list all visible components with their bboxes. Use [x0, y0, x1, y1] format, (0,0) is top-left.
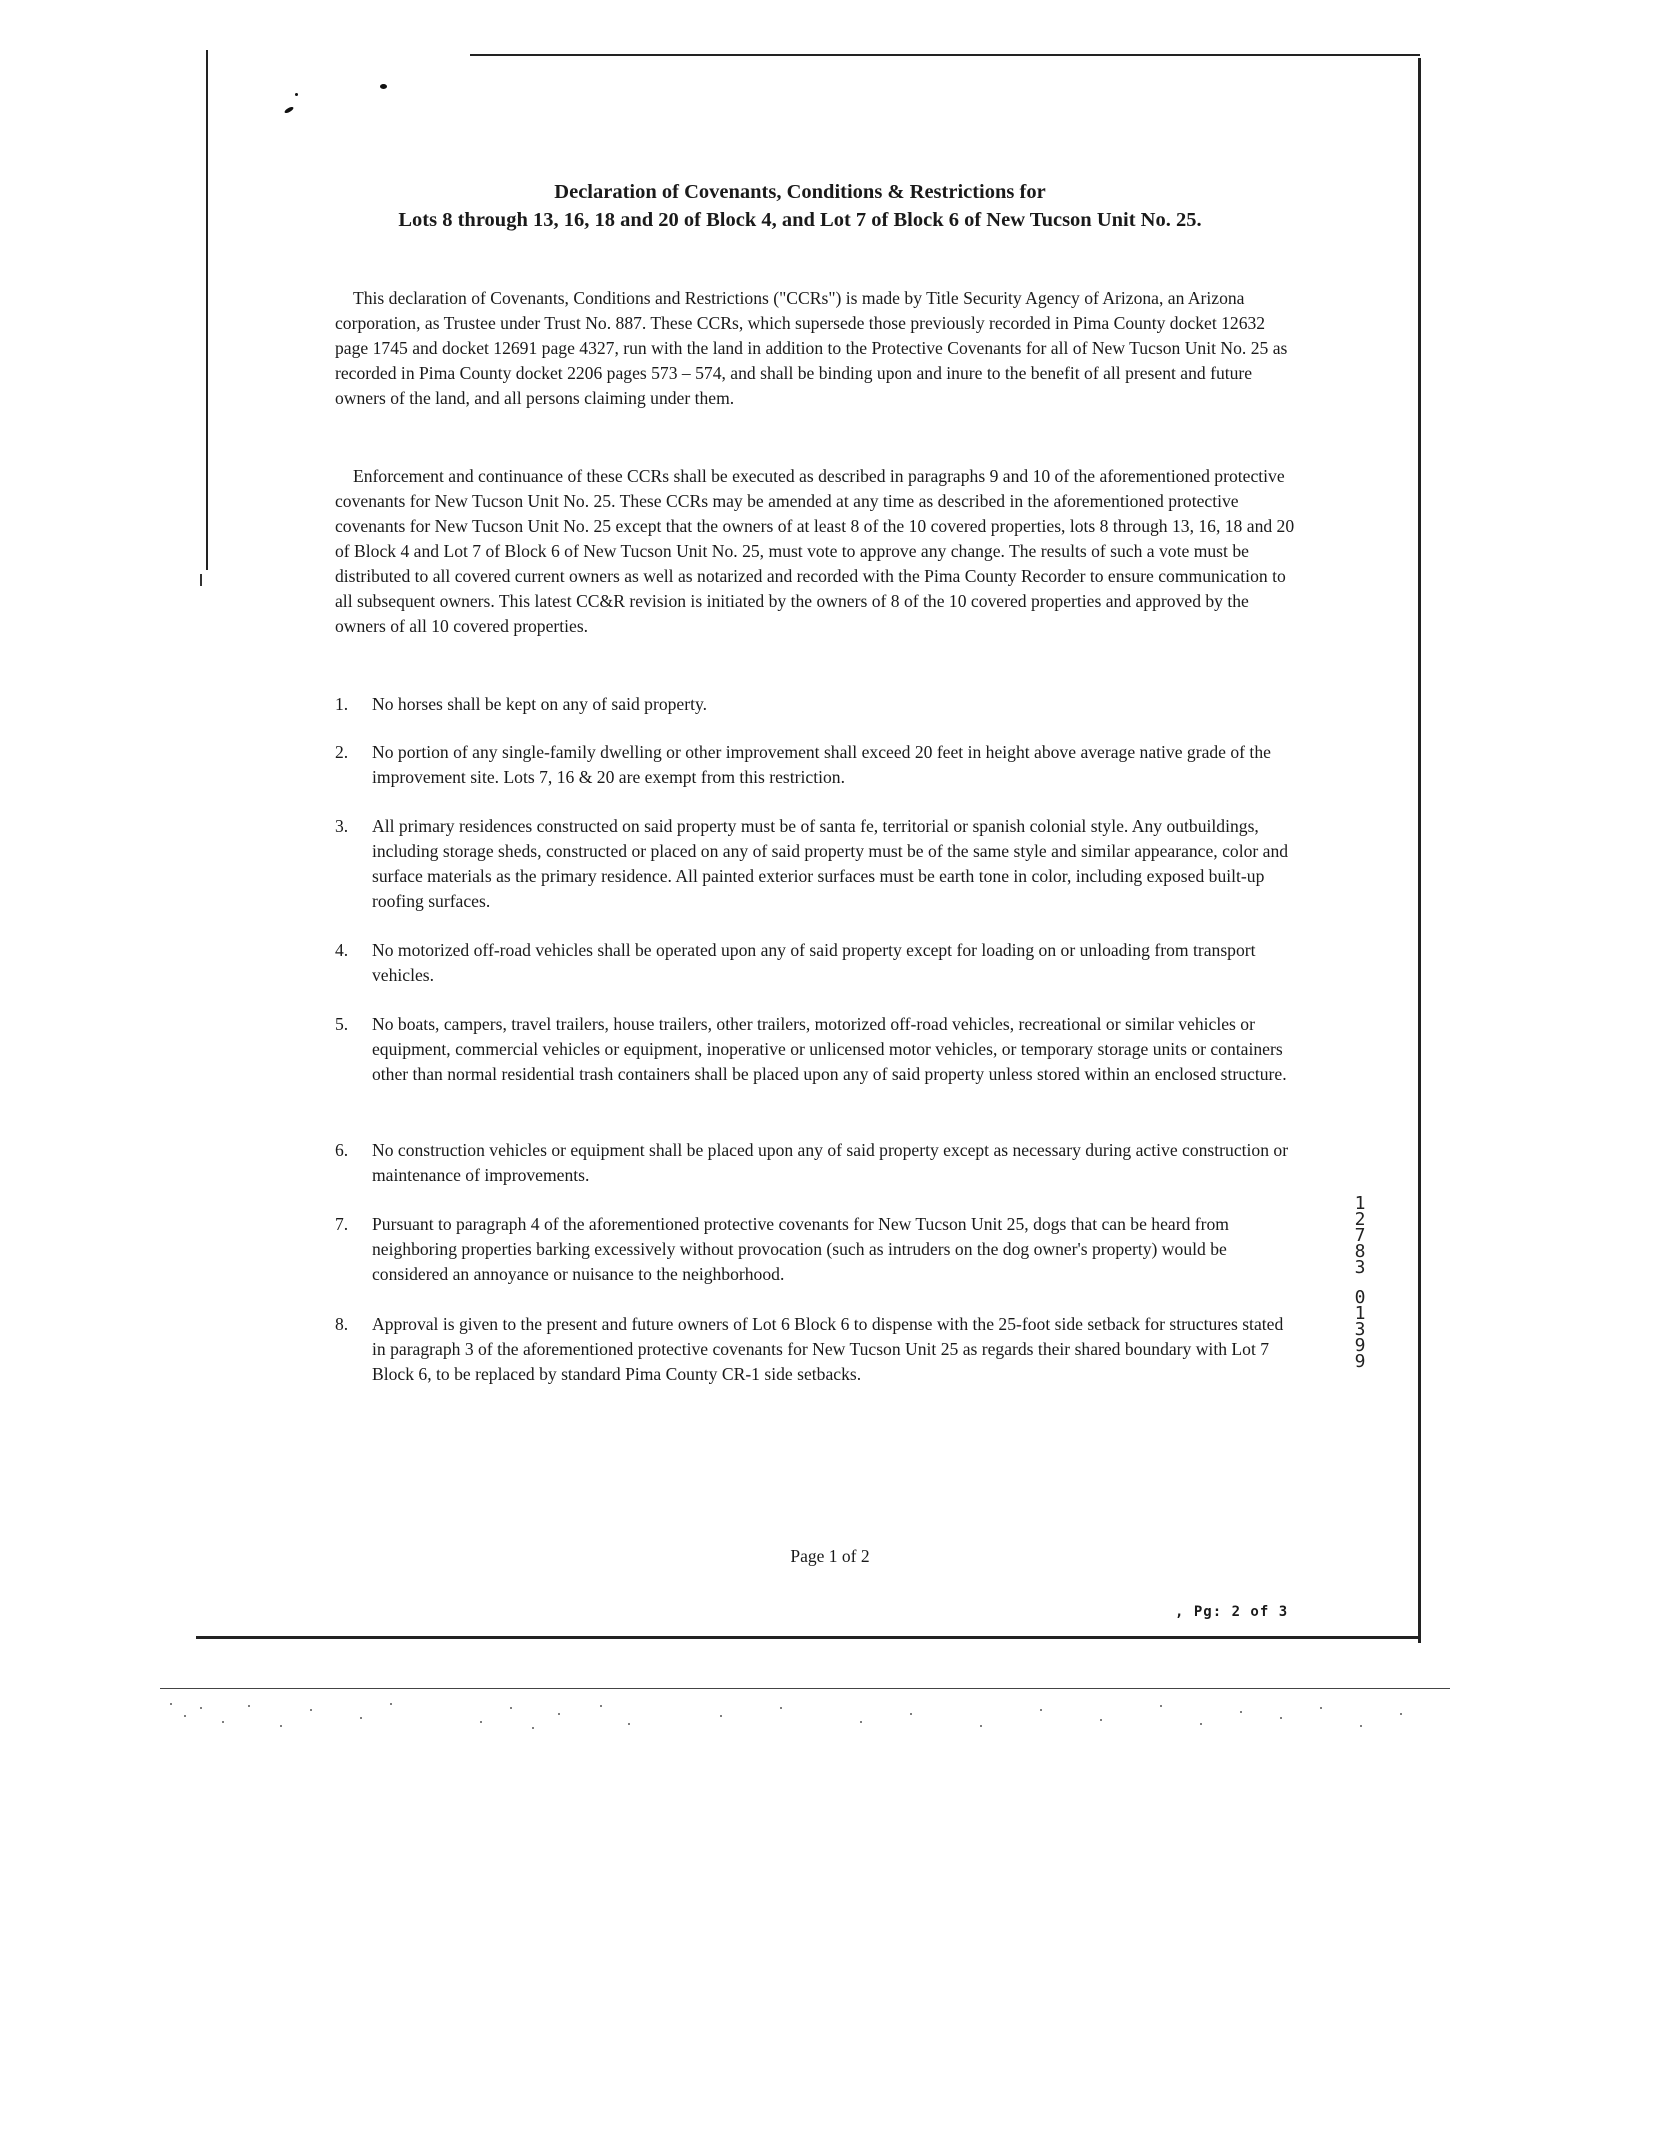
restriction-item [335, 938, 1295, 988]
stamp-digit: 2 [1354, 1209, 1366, 1230]
left-border-line [206, 50, 208, 570]
title-line-2: Lots 8 through 13, 16, 18 and 20 of Block 4, and Lot 7 of Block 6 of New Tucson Unit No. 25. [398, 209, 1202, 231]
item-number: 3. [335, 816, 349, 836]
item-text: No portion of any single-family dwelling or other improvement shall exceed 20 feet in height above average native grade of the improvement site. Lots 7, 16 & 20 are exempt from this restriction. [372, 742, 1271, 787]
title-line-1: Declaration of Covenants, Conditions & Restrictions for [554, 181, 1046, 203]
scan-speck [295, 93, 298, 96]
restriction-item [335, 1138, 1295, 1188]
item-text: Pursuant to paragraph 4 of the aforementioned protective covenants for New Tucson Unit 25, dogs that can be heard from neighboring properties barking excessively without provocation (such as intruders on the dog owner's property) would be considered an annoyance or nuisance to the neighborhood. [372, 1214, 1229, 1284]
fax-page-footer: , Pg: 2 of 3 [1175, 1604, 1289, 1620]
restriction-item [335, 692, 1295, 717]
item-text: No boats, campers, travel trailers, house trailers, other trailers, motorized off-road vehicles, recreational or similar vehicles or equipment, commercial vehicles or equipment, inoperative or unlicensed motor vehicles, or temporary storage units or containers other than normal residential trash containers shall be placed upon any of said property unless stored within an enclosed structure. [372, 1014, 1287, 1084]
item-number: 4. [335, 940, 349, 960]
stamp-digit: 9 [1354, 1335, 1366, 1356]
item-number: 8. [335, 1314, 349, 1334]
scan-tick-mark [200, 574, 202, 586]
fax-noise-strip [160, 1695, 1450, 1745]
stamp-digit: 3 [1354, 1319, 1366, 1340]
item-text: All primary residences constructed on said property must be of santa fe, territorial or spanish colonial style. Any outbuildings, including storage sheds, constructed or placed on any of said property must be of the same style and similar appearance, color and surface materials as the primary residence. All painted exterior surfaces must be earth tone in color, including exposed built-up roofing surfaces. [372, 816, 1289, 911]
scan-speck [380, 84, 387, 89]
restriction-item [335, 740, 1295, 790]
intro-paragraph: This declaration of Covenants, Conditions and Restrictions ("CCRs") is made by Title Security Agency of Arizona, an Arizona corporation, as Trustee under Trust No. 887. These CCRs, which supersede those previously recorded in Pima County docket 12632 page 1745 and docket 12691 page 4327, run with the land in addition to the Protective Covenants for all of New Tucson Unit No. 25 as recorded in Pima County docket 2206 pages 573 – 574, and shall be binding upon and inure to the benefit of all present and future owners of the land, and all persons claiming under them. [335, 288, 1288, 408]
item-text: No horses shall be kept on any of said property. [372, 694, 708, 714]
right-border-line [1418, 58, 1421, 1643]
bottom-border-line [196, 1636, 1420, 1639]
document-title [280, 178, 1320, 234]
item-text: No construction vehicles or equipment shall be placed upon any of said property except as necessary during active construction or maintenance of improvements. [372, 1140, 1289, 1185]
page-number: Page 1 of 2 [790, 1546, 870, 1566]
item-number: 1. [335, 694, 349, 714]
item-text: No motorized off-road vehicles shall be operated upon any of said property except for loading on or unloading from transport vehicles. [372, 940, 1256, 985]
recorder-stamp [1348, 1193, 1372, 1372]
item-number: 7. [335, 1214, 349, 1234]
top-border-line [470, 54, 1420, 56]
stamp-digit: 1 [1354, 1303, 1366, 1324]
stamp-digit: 1 [1354, 1193, 1366, 1214]
stamp-digit: 7 [1354, 1225, 1366, 1246]
restriction-item [335, 1012, 1295, 1087]
enforcement-paragraph: Enforcement and continuance of these CCRs shall be executed as described in paragraphs 9 and 10 of the aforementioned protective covenants for New Tucson Unit No. 25. These CCRs may be amended at any time as described in the aforementioned protective covenants for New Tucson Unit No. 25 except that the owners of at least 8 of the 10 covered properties, lots 8 through 13, 16, 18 and 20 of Block 4 and Lot 7 of Block 6 of New Tucson Unit No. 25, must vote to approve any change. The results of such a vote must be distributed to all covered current owners as well as notarized and recorded with the Pima County Recorder to ensure communication to all subsequent owners. This latest CC&R revision is initiated by the owners of 8 of the 10 covered properties and approved by the owners of all 10 covered properties. [335, 466, 1295, 636]
restriction-item [335, 814, 1295, 914]
item-number: 5. [335, 1014, 349, 1034]
stamp-digit: 0 [1354, 1287, 1366, 1308]
stamp-digit: 9 [1354, 1351, 1366, 1372]
stamp-digit: 3 [1354, 1257, 1366, 1278]
restriction-item [335, 1312, 1295, 1387]
item-text: Approval is given to the present and future owners of Lot 6 Block 6 to dispense with the 25-foot side setback for structures stated in paragraph 3 of the aforementioned protective covenants for New Tucson Unit 25 as regards their shared boundary with Lot 7 Block 6, to be replaced by standard Pima County CR-1 side setbacks. [372, 1314, 1284, 1384]
stamp-digit: 8 [1354, 1241, 1366, 1262]
restriction-item [335, 1212, 1295, 1287]
fax-separator-line [160, 1688, 1450, 1689]
scan-speck [284, 106, 295, 114]
item-number: 2. [335, 742, 349, 762]
item-number: 6. [335, 1140, 349, 1160]
